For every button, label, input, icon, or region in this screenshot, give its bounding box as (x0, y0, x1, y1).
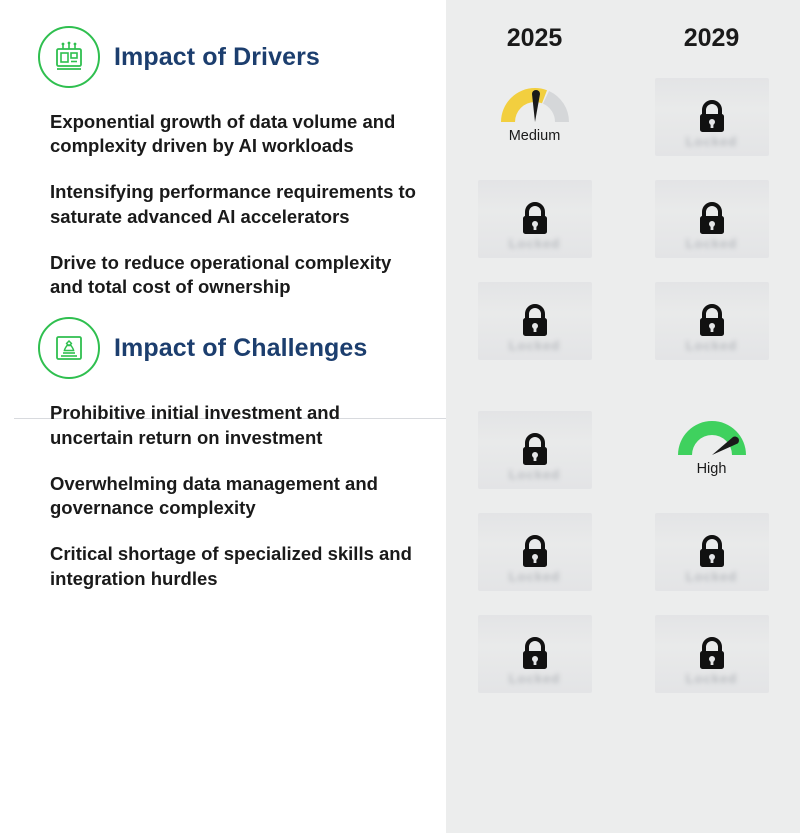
lock-icon (517, 532, 553, 572)
locked-blur-text: Locked (685, 134, 738, 149)
lock-icon (694, 199, 730, 239)
year-header-row (446, 0, 800, 53)
bullets-challenges (0, 401, 446, 590)
locked-blur-text: Locked (685, 236, 738, 251)
lock-icon (517, 634, 553, 674)
rating-cell[interactable] (446, 408, 623, 492)
bullet-item: Drive to reduce operational complexity and total cost of ownership (50, 251, 392, 298)
bullet-item: Prohibitive initial investment and uncertain return on investment (50, 402, 340, 448)
lock-icon (694, 301, 730, 341)
rating-cell[interactable] (623, 408, 800, 492)
lock-icon (517, 301, 553, 341)
challenges-badge-icon (38, 317, 100, 379)
section-drivers (0, 0, 446, 299)
lock-icon (694, 634, 730, 674)
section-header-drivers (0, 26, 446, 88)
locked-blur-text: Locked (508, 671, 561, 686)
locked-tile[interactable] (655, 615, 769, 693)
locked-blur-text: Locked (508, 338, 561, 353)
locked-tile[interactable] (478, 180, 592, 258)
column-header-2025: 2025 (506, 24, 563, 52)
rating-cell[interactable] (446, 177, 623, 261)
locked-blur-text: Locked (508, 236, 561, 251)
gauge-high (655, 411, 769, 489)
locked-tile[interactable] (655, 282, 769, 360)
locked-blur-text: Locked (685, 569, 738, 584)
ratings-panel (446, 0, 800, 833)
rating-row (446, 612, 800, 696)
rating-cell[interactable] (623, 75, 800, 159)
rating-cell[interactable] (446, 279, 623, 363)
rating-row (446, 510, 800, 594)
gauge-label: High (696, 461, 727, 477)
locked-tile[interactable] (655, 180, 769, 258)
bullets-drivers (0, 110, 446, 299)
rating-row (446, 279, 800, 363)
locked-blur-text: Locked (508, 467, 561, 482)
locked-tile[interactable] (655, 78, 769, 156)
bullet-item: Intensifying performance requirements to saturate advanced AI accelerators (50, 181, 416, 227)
bullet-item: Overwhelming data management and governance complexity (50, 472, 378, 519)
rating-cell[interactable] (623, 177, 800, 261)
rating-cell[interactable] (623, 279, 800, 363)
locked-blur-text: Locked (685, 671, 738, 686)
challenges-ratings (446, 408, 800, 696)
rating-cell[interactable] (623, 612, 800, 696)
lock-icon (694, 532, 730, 572)
locked-tile[interactable] (478, 615, 592, 693)
drivers-ratings (446, 75, 800, 363)
gauge-label: Medium (508, 128, 561, 144)
bullet-item: Critical shortage of specialized skills and integration hurdles (50, 543, 412, 589)
section-challenges (0, 299, 446, 590)
rating-cell[interactable] (623, 510, 800, 594)
rating-row (446, 408, 800, 492)
rating-row (446, 177, 800, 261)
locked-blur-text: Locked (508, 569, 561, 584)
gauge-medium (478, 78, 592, 156)
column-header-2029: 2029 (683, 24, 740, 52)
lock-icon (694, 97, 730, 137)
locked-tile[interactable] (655, 513, 769, 591)
lock-icon (517, 199, 553, 239)
section-title-challenges: Impact of Challenges (114, 333, 368, 362)
rating-cell[interactable] (446, 75, 623, 159)
locked-tile[interactable] (478, 513, 592, 591)
rating-cell[interactable] (446, 612, 623, 696)
bullet-item: Exponential growth of data volume and complexity driven by AI workloads (50, 111, 396, 157)
lock-icon (517, 430, 553, 470)
section-header-challenges (0, 317, 446, 379)
rating-cell[interactable] (446, 510, 623, 594)
rating-row (446, 75, 800, 159)
drivers-badge-icon (38, 26, 100, 88)
locked-blur-text: Locked (685, 338, 738, 353)
locked-tile[interactable] (478, 411, 592, 489)
section-title-drivers: Impact of Drivers (114, 42, 320, 71)
locked-tile[interactable] (478, 282, 592, 360)
